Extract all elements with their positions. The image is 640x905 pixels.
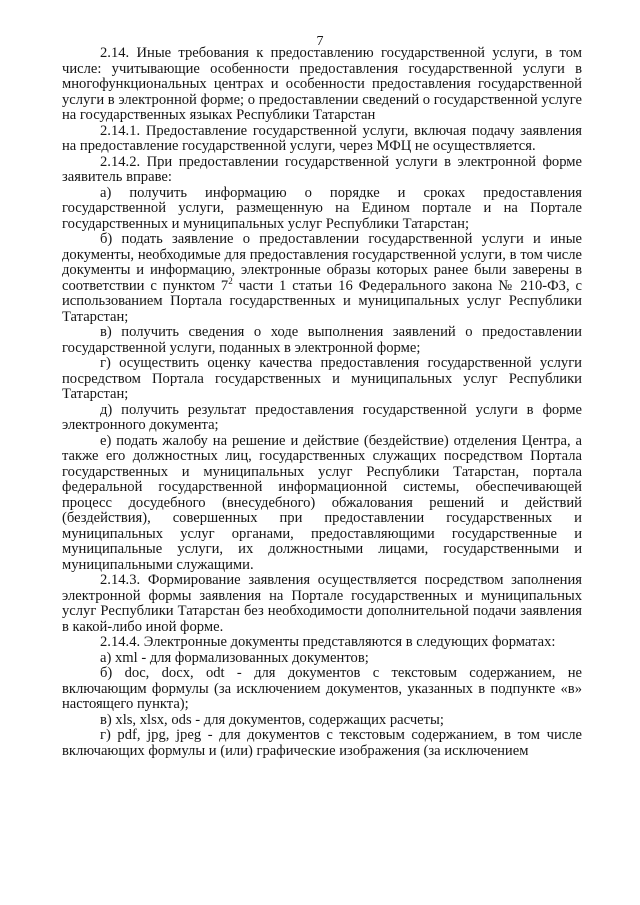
- paragraph-2-14-1: 2.14.1. Предоставление государственной услуги, включая подачу заявления на предоставление государственной услуги, через МФЦ не осуществляется.: [62, 122, 582, 154]
- list-item-b-text-2: части 1 статьи 16 Федерального закона № 210-ФЗ, с использованием Портала государственных и муниципальных услуг Республики Татарстан;: [62, 277, 582, 325]
- paragraph-2-14-3: 2.14.3. Формирование заявления осуществляется посредством заполнения электронной формы заявления на Портале государственных и муниципальных услуг Республики Татарстан без необходимости дополнительной подачи заявления в какой-либо иной форме.: [62, 572, 582, 635]
- paragraph-2-14-2: 2.14.2. При предоставлении государственной услуги в электронной форме заявитель вправе:: [62, 153, 582, 185]
- list-item-d: д) получить результат предоставления государственной услуги в форме электронного документа;: [62, 401, 582, 433]
- list-item-g: г) осуществить оценку качества предоставления государственной услуги посредством Портала государственных и муниципальных услуг Республики Татарстан;: [62, 355, 582, 402]
- list-item-b: [62, 232, 582, 325]
- paragraph-2-14-4: 2.14.4. Электронные документы представляются в следующих форматах:: [100, 634, 556, 650]
- document-body: [62, 46, 582, 759]
- format-item-v: в) xls, xlsx, ods - для документов, содержащих расчеты;: [100, 711, 444, 728]
- page-number: 7: [316, 34, 324, 49]
- format-item-b: б) doc, docx, odt - для документов с текстовым содержанием, не включающим формулы (за исключением документов, указанных в подпункте «в» настоящего пункта);: [62, 665, 582, 712]
- list-item-e: е) подать жалобу на решение и действие (бездействие) отделения Центра, а также его должностных лиц, государственных служащих посредством Портала государственных и муниципальных услуг Республики Татарстан, портала федеральной государственной информационной системы, обеспечивающей процесс досудебного (внесудебного) обжалования решений и действий (бездействия), совершенных при предоставлении государственных и муниципальных услуг органами, предоставляющими государственные и муниципальные услуги, их должностными лицами, государственными и муниципальными служащими.: [62, 432, 582, 573]
- format-item-a: а) xml - для формализованных документов;: [100, 649, 369, 666]
- list-item-v: в) получить сведения о ходе выполнения заявлений о предоставлении государственной услуги, поданных в электронной форме;: [62, 324, 582, 356]
- paragraph-2-14: 2.14. Иные требования к предоставлению государственной услуги, в том числе: учитывающие особенности предоставления государственной услуги в многофункциональных центрах и особенности предоставления государственной услуги в электронной форме; о предоставлении сведений о государственной услуге на государственных языках Республики Татарстан: [62, 45, 583, 123]
- format-item-g: г) pdf, jpg, jpeg - для документов с текстовым содержанием, в том числе включающих формулы и (или) графические изображения (за исключением: [62, 727, 582, 759]
- list-item-b-text-1: б) подать заявление о предоставлении государственной услуги и иные документы, необходимые для предоставления государственной услуги, в том числе документы и информацию, электронные образы которых ранее были заверены в соответствии с пунктом 7: [62, 231, 582, 294]
- superscript-2: 2: [228, 275, 233, 286]
- list-item-a: а) получить информацию о порядке и сроках предоставления государственной услуги, размещенную на Едином портале и на Портале государственных и муниципальных услуг Республики Татарстан;: [62, 184, 582, 232]
